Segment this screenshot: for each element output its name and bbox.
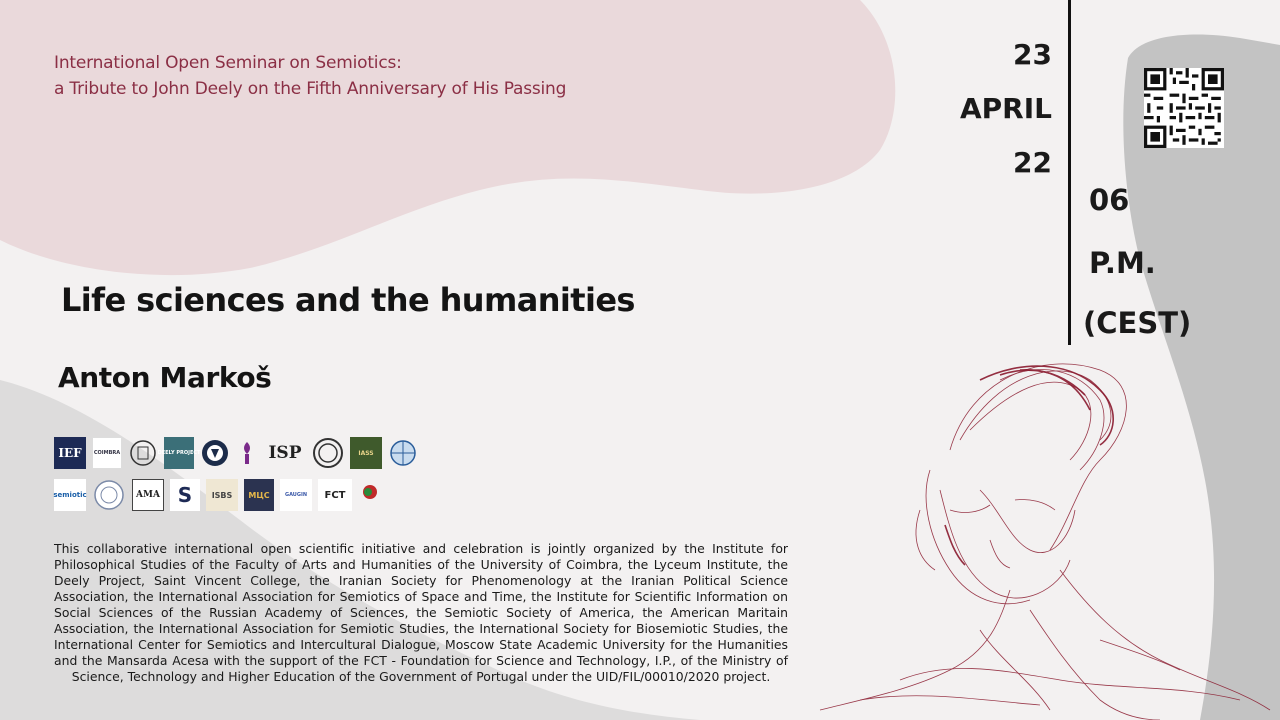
- gaugin-logo: GAUGIN: [280, 479, 312, 511]
- partner-logos: [54, 437, 454, 521]
- time-hour: 06: [1089, 183, 1130, 217]
- date-day: 23: [1013, 38, 1052, 71]
- fct-logo: FCT: [318, 479, 352, 511]
- lyceum-crest-logo: [128, 437, 158, 469]
- circle-emblem-icon: [312, 437, 344, 469]
- iass-logo: IASS: [350, 437, 382, 469]
- talk-title: Life sciences and the humanities: [61, 281, 635, 319]
- torch-logo: [236, 437, 258, 469]
- ief-logo: IEF: [54, 437, 86, 469]
- organizers-description: This collaborative international open scientific initiative and celebration is jointly organized by the Institute for Philosophical Studies of the Faculty of Arts and Humanities of the University of Coimbra, the Lyceum Institute, the Deely Project, Saint Vincent College, the Iranian Society for Phenomenology at the Iranian Political Science Association, the International Association for Semiotics of Space and Time, the Institute for Scientific Information on Social Sciences of the Russian Academy of Sciences, the Semiotic Society of America, the American Maritain Association, the International Association for Semiotic Studies, the International Society for Biosemiotic Studies, the International Center for Semiotics and Intercultural Dialogue, Moscow State Academic University for the Humanities and the Mansarda Acesa with the support of the FCT - Foundation for Science and Technology, I.P., of the Ministry of Science, Technology and Higher Education of the Government of Portugal under the UID/FIL/00010/2020 project.: [54, 541, 788, 684]
- globe-logo: [388, 437, 418, 469]
- circle-emblem-logo: [312, 437, 344, 469]
- date-month: APRIL: [959, 92, 1052, 125]
- date-year: 22: [1013, 146, 1052, 179]
- semiotic-society-logo: semiotic: [54, 479, 86, 511]
- round-seal-logo: [92, 479, 126, 511]
- portugal-emblem-logo: [358, 479, 382, 511]
- isbs-logo: ISBS: [206, 479, 238, 511]
- vertical-divider: [1068, 0, 1071, 345]
- qr-code-icon[interactable]: [1144, 68, 1224, 148]
- globe-icon: [388, 438, 418, 468]
- coimbra-logo: COIMBRA: [92, 437, 122, 469]
- deely-project-logo: DEELY PROJECT: [164, 437, 194, 469]
- mhc-logo: МЦС: [244, 479, 274, 511]
- logo-row-2: [54, 479, 454, 511]
- seminar-title: [54, 50, 566, 102]
- shield-emblem-logo: [200, 437, 230, 469]
- logo-row-1: [54, 437, 454, 469]
- ama-logo: AMA: [132, 479, 164, 511]
- seminar-title-line-1: International Open Seminar on Semiotics:: [54, 53, 402, 73]
- torch-icon: [237, 438, 257, 468]
- portrait-scribble: [800, 340, 1280, 720]
- seal-icon: [93, 479, 125, 511]
- pink-blob: [0, 0, 895, 275]
- time-zone: (CEST): [1083, 306, 1192, 340]
- s-logo: S: [170, 479, 200, 511]
- crest-icon: [129, 438, 157, 468]
- isp-logo: ISP: [268, 443, 302, 463]
- speaker-name: Anton Markoš: [58, 361, 272, 394]
- time-period: P.M.: [1089, 246, 1156, 280]
- seminar-title-line-2: a Tribute to John Deely on the Fifth Anniversary of His Passing: [54, 79, 567, 99]
- shield-icon: [200, 438, 230, 468]
- portugal-emblem-icon: [360, 480, 380, 510]
